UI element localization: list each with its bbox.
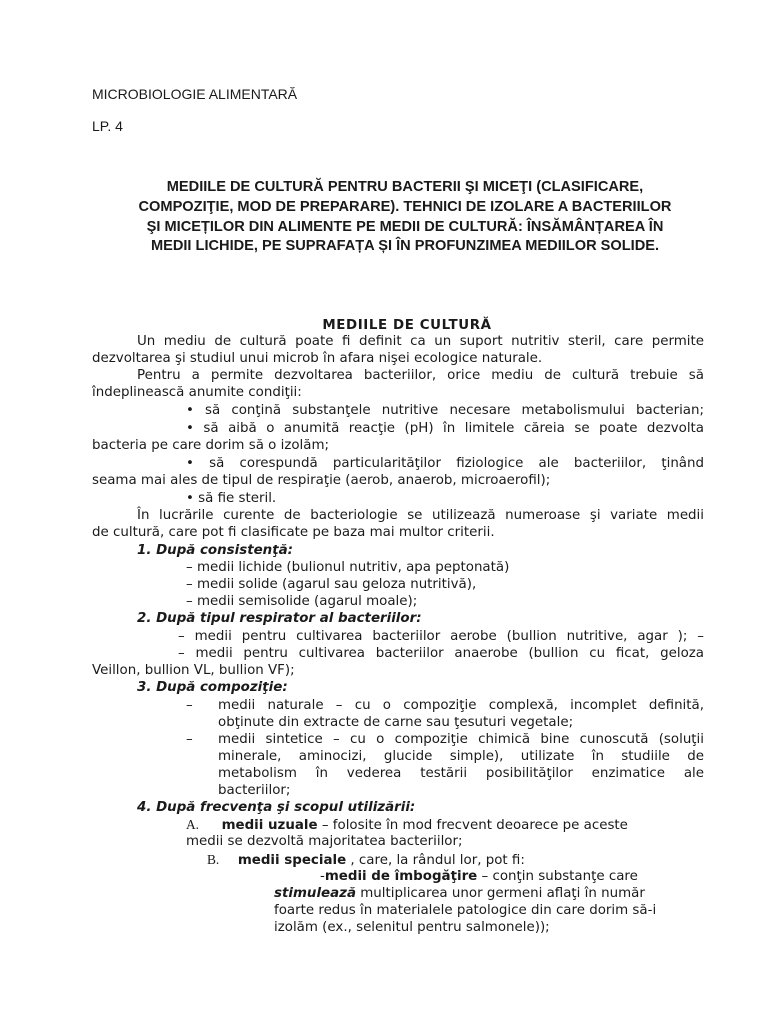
list-item-a — [186, 816, 628, 834]
item-marker: A. — [186, 817, 200, 832]
paragraph-line: de cultură, care pot fi clasificate pe baza mai multor criterii. — [92, 525, 495, 540]
paragraph-line: dezvoltarea şi studiul unui microb în afara nişei ecologice naturale. — [92, 351, 543, 366]
sub-item-line: izolăm (ex., selenitul pentru salmonele)); — [274, 920, 550, 935]
category-heading: 1. După consistenţă: — [137, 543, 294, 558]
lab-number: LP. 4 — [92, 118, 123, 134]
title-line: MEDII LICHIDE, PE SUPRAFAȚA ȘI ÎN PROFUNZIMEA MEDIILOR SOLIDE. — [150, 238, 660, 255]
list-item: obţinute din extracte de carne sau ţesuturi vegetale; — [218, 715, 574, 730]
section-title: MEDIILE DE CULTURĂ — [322, 318, 492, 333]
category-heading: 2. După tipul respirator al bacteriilor: — [137, 611, 422, 626]
term-bold: medii speciale — [237, 853, 347, 868]
list-dash: – — [186, 698, 193, 713]
list-item: Veillon, bullion VL, bullion VF); — [92, 663, 295, 678]
list-item: – medii semisolide (agarul moale); — [186, 594, 418, 609]
list-item: medii naturale – cu o compoziţie complexă, incomplet definită, — [218, 698, 704, 713]
term-text: – folosite în mod frecvent deoarece pe aceste — [317, 818, 628, 833]
list-item: • să corespundă particularităţilor fiziologice ale bacteriilor, ţinând — [186, 456, 704, 471]
list-item: – medii solide (agarul sau geloza nutritivă), — [186, 577, 477, 592]
title-line: MEDIILE DE CULTURĂ PENTRU BACTERII ŞI MICEŢI (CLASIFICARE, — [166, 179, 644, 195]
document-title — [100, 178, 710, 257]
list-dash: – — [186, 732, 193, 747]
paragraph-line: Pentru a permite dezvoltarea bacteriilor, orice mediu de cultură trebuie să — [137, 368, 704, 383]
sub-item — [320, 868, 638, 885]
sub-item-line — [274, 885, 645, 902]
item-marker: B. — [207, 852, 220, 867]
term-bold: medii uzuale — [221, 818, 318, 833]
item-dash: - — [320, 869, 325, 884]
list-item: medii se dezvoltă majoritatea bacteriilor; — [186, 834, 463, 849]
list-item: bacteria pe care dorim să o izolăm; — [92, 438, 330, 453]
list-item: medii sintetice – cu o compoziţie chimică bine cunoscută (soluţii — [218, 732, 704, 747]
category-heading: 4. După frecvenţa şi scopul utilizării: — [137, 800, 416, 815]
term-text: – conţin substanţe care — [477, 869, 638, 884]
list-item: – medii pentru cultivarea bacteriilor anaerobe (bullion cu ficat, geloza — [178, 646, 704, 661]
category-heading: 3. După compoziţie: — [137, 680, 288, 695]
title-line: ŞI MICEȚILOR DIN ALIMENTE PE MEDII DE CULTURĂ: ÎNSĂMÂNȚAREA ÎN — [146, 218, 664, 235]
list-item: – medii pentru cultivarea bacteriilor aerobe (bullion nutritive, agar ); – — [178, 629, 704, 644]
term-text: , care, la rândul lor, pot fi: — [346, 853, 525, 868]
term-bold-italic: stimulează — [274, 886, 356, 901]
term-bold: medii de îmbogăţire — [324, 869, 478, 884]
list-item: • să conţină substanţele nutritive necesare metabolismului bacterian; — [186, 403, 704, 418]
course-header: MICROBIOLOGIE ALIMENTARĂ — [92, 86, 298, 102]
list-item: seama mai ales de tipul de respiraţie (aerob, anaerob, microaerofil); — [92, 473, 551, 488]
paragraph-line: Un mediu de cultură poate fi definit ca un suport nutritiv steril, care permite — [137, 334, 704, 349]
list-item-b — [207, 851, 525, 869]
title-line: COMPOZIŢIE, MOD DE PREPARARE). TEHNICI DE IZOLARE A BACTERIILOR — [138, 198, 672, 215]
list-item: • să aibă o anumită reacţie (pH) în limitele căreia se poate dezvolta — [186, 421, 704, 436]
list-item: metabolism în vederea testării posibilităţilor enzimatice ale — [218, 766, 704, 781]
term-text: multiplicarea unor germeni aflaţi în număr — [356, 886, 645, 901]
list-item: – medii lichide (bulionul nutritiv, apa peptonată) — [186, 560, 510, 575]
list-item: bacteriilor; — [218, 783, 291, 798]
list-item: • să fie steril. — [186, 491, 277, 506]
paragraph-line: îndeplinească anumite condiţii: — [92, 385, 302, 400]
sub-item-line: foarte redus în materialele patologice din care dorim să-i — [274, 903, 657, 918]
paragraph-line: În lucrările curente de bacteriologie se utilizează numeroase şi variate medii — [137, 508, 704, 523]
list-item: minerale, aminocizi, glucide simple), utilizate în studiile de — [218, 749, 704, 764]
